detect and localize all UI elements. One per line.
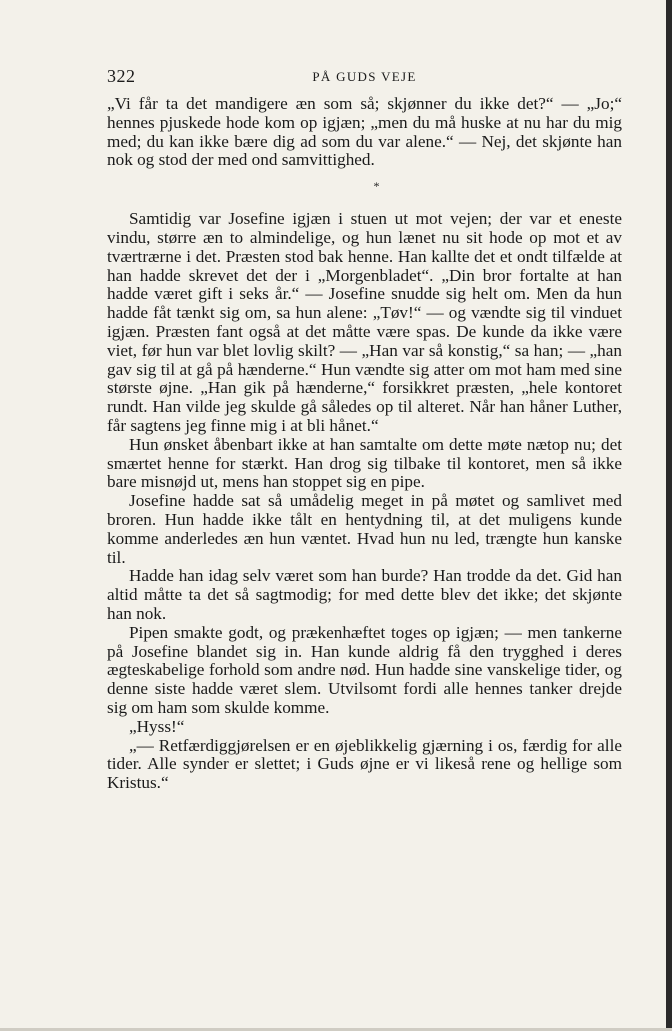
paragraph: Hadde han idag selv været som han burde? Han trodde da det. Gid han altid måtte ta det så sagtmodig; for med dette blev det ikke; det skjønte han nok. bbox=[107, 566, 622, 623]
page-header bbox=[107, 66, 622, 88]
paragraph: Josefine hadde sat så umådelig meget in på møtet og samlivet med broren. Hun hadde ikke tålt en hentydning til, at det muligens kunde komme anderledes æn hun væntet. Hvad hun nu led, trængte hun kanske til. bbox=[107, 491, 622, 567]
paragraph: „— Retfærdiggjørelsen er en øjeblikkelig gjærning i os, færdig for alle tider. Alle synder er slettet; i Guds øjne er vi likeså rene og hellige som Kristus.“ bbox=[107, 735, 622, 793]
section-separator: * bbox=[373, 179, 380, 194]
paragraph: „Hyss!“ bbox=[129, 716, 185, 736]
page-number: 322 bbox=[107, 66, 136, 86]
page-edge-shadow bbox=[666, 0, 672, 1031]
body-text bbox=[107, 95, 622, 793]
running-head: PÅ GUDS VEJE bbox=[312, 69, 417, 84]
paragraph: Pipen smakte godt, og prækenhæftet toges op igjæn; — men tankerne på Josefine blandet sig in. Han kunde aldrig få den trygghed i deres ægteskabelige forhold som andre nød. Hun hadde sine vanskelige tider, og denne siste hadde været slem. Utvilsomt fordi alle hennes tanker drejde sig om ham som skulde komme. bbox=[107, 622, 622, 717]
paragraph: Samtidig var Josefine igjæn i stuen ut mot vejen; der var et eneste vindu, større æn to almindelige, og hun lænet nu sit hode op mot et av tværtrærne i det. Præsten stod bak henne. Han kallte det et ondt tilfælde at han hadde skrevet det der i „Morgenbladet“. „Din bror fortalte at han hadde været gift i seks år.“ — Josefine snudde sig helt om. Men da hun hadde fåt tænkt sig om, sa hun alene: „Tøv!“ — og vændte sig til vinduet igjæn. Præsten fant også at det måtte være spas. De kunde da ikke være viet, før hun var blet lovlig skilt? — „Han var så konstig,“ sa han; — „han gav sig til at gå på hænderne.“ Hun vændte sig atter om mot ham med sine største øjne. „Han gik på hænderne,“ forsikkret præsten, „hele kontoret rundt. Han vilde jeg skulde gå således op til alteret. Når han håner Luther, får sagtens jeg finne mig i at bli hånet.“ bbox=[107, 209, 622, 435]
paragraph: Hun ønsket åbenbart ikke at han samtalte om dette møte nætop nu; det smærtet henne for stærkt. Han drog sig tilbake til kontoret, men så ikke bare misnøjd ut, mens han stoppet sig en pipe. bbox=[107, 434, 622, 492]
paragraph: „Vi får ta det mandigere æn som så; skjønner du ikke det?“ — „Jo;“ hennes pjuskede hode kom op igjæn; „men du må huske at nu har du mig med; du kan ikke bære dig ad som du var alene.“ — Nej, det skjønte han nok og stod der med ond samvittighed. bbox=[107, 94, 622, 170]
